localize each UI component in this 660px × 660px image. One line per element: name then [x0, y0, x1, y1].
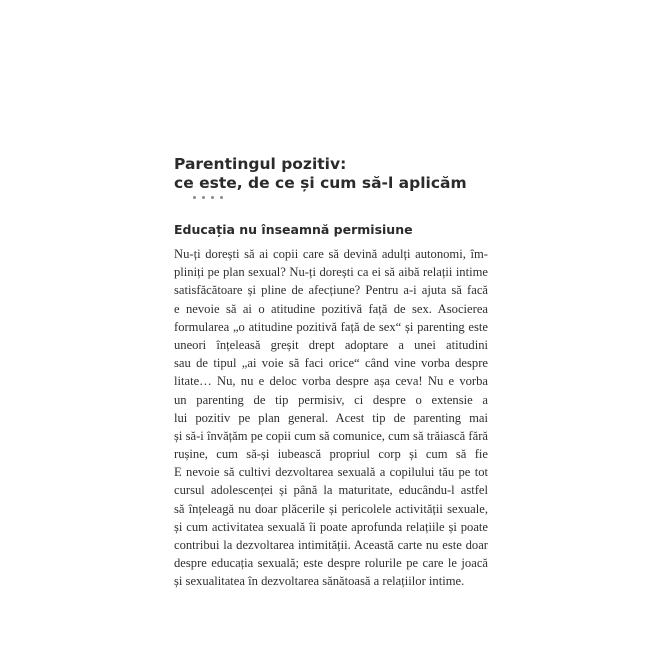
body-line-last: și sexualitatea în dezvoltarea sănătoasă a relațiilor intime. [174, 574, 465, 589]
ornament-dot [193, 196, 196, 199]
ornament-dots [193, 196, 223, 199]
section-title: Educația nu înseamnă permisiune [174, 222, 413, 237]
body-line: uneori înțeleasă greșit drept adoptare a unei atitudini [174, 337, 488, 352]
body-line: satisfăcătoare și pline de afecțiune? Pentru a-i ajuta să facă [174, 283, 488, 298]
body-line: e nevoie să ai o atitudine pozitivă față de sex. Asocierea [174, 301, 488, 316]
body-line: Nu-ți dorești să ai copii care să devină adulți autonomi, îm- [174, 247, 488, 261]
ornament-dot [211, 196, 214, 199]
body-line: rușine, cum să-și iubească propriul corp și cum să fie [174, 447, 488, 462]
body-line: un parenting de tip permisiv, ci despre o extensie a [174, 392, 488, 407]
body-line: formularea „o atitudine pozitivă față de sex“ și parenting este [174, 319, 488, 334]
body-line: litate… Nu, nu e deloc vorba despre așa ceva! Nu e vorba [174, 374, 488, 389]
body-line: pliniți pe plan sexual? Nu-ți dorești ca ei să aibă relații intime [174, 265, 488, 280]
body-line: și cum activitatea sexuală îi poate aprofunda relațiile și poate [174, 519, 488, 534]
body-line: contribui la dezvoltarea intimității. Această carte nu este doar [174, 538, 488, 552]
body-line: despre educația sexuală; este despre rolurile pe care le joacă [174, 556, 488, 571]
body-line: sau de tipul „ai voie să faci orice“ când vine vorba despre [174, 356, 488, 371]
chapter-title-line-1: Parentingul pozitiv: [174, 155, 347, 173]
body-line: lui pozitiv pe plan general. Acest tip de parenting mai [174, 410, 488, 425]
body-paragraph [174, 245, 488, 591]
ornament-dot [220, 196, 223, 199]
chapter-title [174, 155, 474, 193]
body-line: E nevoie să cultivi dezvoltarea sexuală a copilului tău pe tot [174, 465, 488, 480]
ornament-dot [202, 196, 205, 199]
body-line: cursul adolescenței și până la maturitate, educându-l astfel [174, 483, 488, 498]
chapter-title-line-2: ce este, de ce și cum să-l aplicăm [174, 174, 467, 192]
body-line: și să-i învățăm pe copii cum să comunice, cum să trăiască fără [174, 428, 488, 443]
body-line: să înțeleagă nu doar plăcerile și pericolele activității sexuale, [174, 501, 488, 516]
